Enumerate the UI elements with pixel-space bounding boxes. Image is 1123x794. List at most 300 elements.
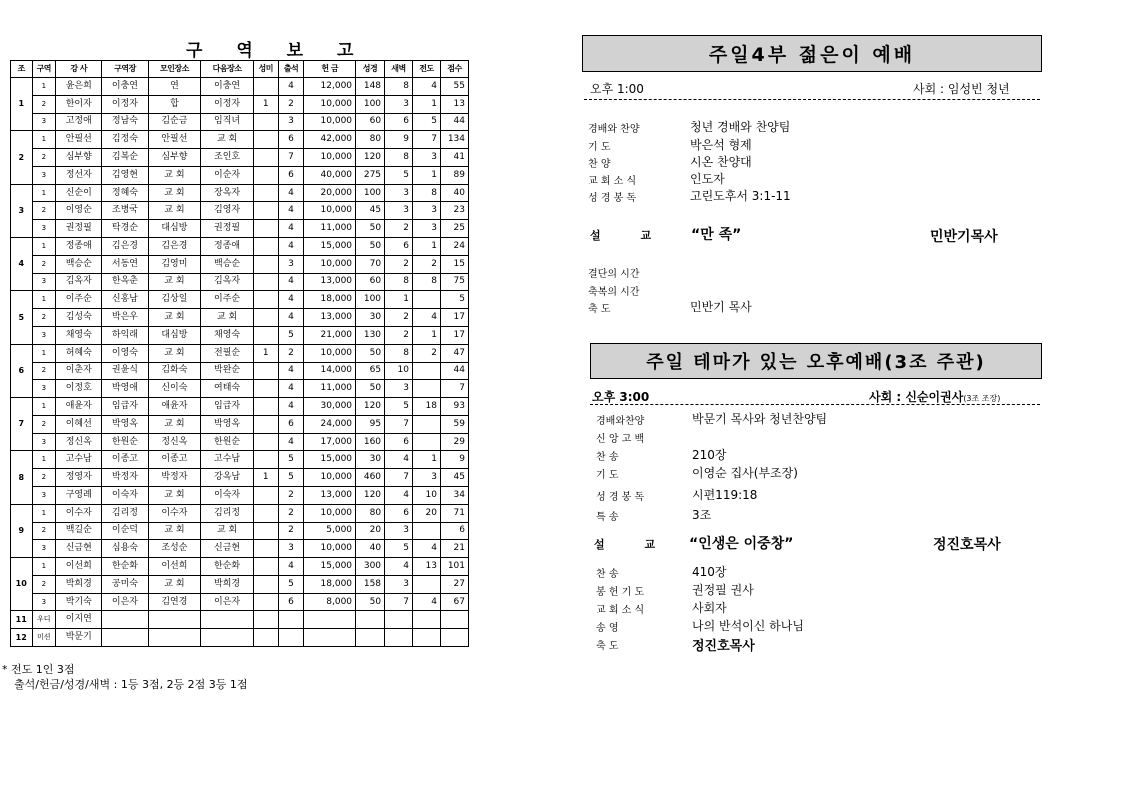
- table-cell: [440, 611, 468, 629]
- table-cell: [304, 629, 356, 647]
- table-cell: 13: [440, 95, 468, 113]
- table-cell: 4: [385, 451, 413, 469]
- service1-title: 주일4부 젊은이 예배: [582, 35, 1042, 72]
- order-label: 기 도: [588, 142, 611, 153]
- table-cell: 300: [356, 558, 385, 576]
- table-cell: 101: [440, 558, 468, 576]
- table-cell: 15,000: [304, 238, 356, 256]
- table-cell: 80: [356, 131, 385, 149]
- table-cell: 60: [356, 113, 385, 131]
- table-cell: 5: [385, 398, 413, 416]
- table-cell: 권윤식: [102, 362, 148, 380]
- table-cell: 50: [356, 593, 385, 611]
- table-cell: 6: [278, 593, 304, 611]
- table-cell: 100: [356, 184, 385, 202]
- table-cell: 1: [412, 451, 440, 469]
- service2-preacher: 정진호목사: [933, 537, 1001, 553]
- table-cell: 3: [32, 273, 56, 291]
- table-cell: 신금현: [201, 540, 254, 558]
- group-number: 3: [11, 184, 33, 237]
- service1-sermon-title: “만 족”: [691, 227, 742, 243]
- table-row: [11, 220, 469, 238]
- table-cell: 20: [356, 522, 385, 540]
- table-row: [11, 113, 469, 131]
- order-label: 송 영: [596, 623, 619, 634]
- table-cell: 김복순: [102, 149, 148, 167]
- table-cell: 3: [32, 540, 56, 558]
- table-cell: [356, 629, 385, 647]
- table-cell: [385, 611, 413, 629]
- table-cell: 100: [356, 291, 385, 309]
- table-cell: 정종애: [56, 238, 102, 256]
- table-cell: 5,000: [304, 522, 356, 540]
- table-cell: [253, 149, 278, 167]
- table-cell: [253, 629, 278, 647]
- table-cell: 8: [412, 273, 440, 291]
- table-cell: 11: [11, 611, 33, 629]
- table-cell: 5: [278, 451, 304, 469]
- table-cell: [148, 611, 201, 629]
- table-cell: 67: [440, 593, 468, 611]
- table-cell: [253, 575, 278, 593]
- table-cell: 10,000: [304, 504, 356, 522]
- order-label: 찬 양: [588, 159, 611, 170]
- table-cell: 4: [278, 291, 304, 309]
- table-cell: 신금현: [56, 540, 102, 558]
- table-cell: 김성숙: [56, 309, 102, 327]
- table-cell: 460: [356, 469, 385, 487]
- table-cell: 4: [278, 433, 304, 451]
- table-cell: 이영숙: [102, 344, 148, 362]
- table-cell: 조인호: [201, 149, 254, 167]
- table-cell: 이종고: [102, 451, 148, 469]
- table-cell: 2: [385, 220, 413, 238]
- table-cell: 합: [148, 95, 201, 113]
- table-cell: 3: [385, 575, 413, 593]
- table-cell: 교 회: [148, 344, 201, 362]
- table-cell: 2: [32, 149, 56, 167]
- table-cell: 백승순: [201, 255, 254, 273]
- table-row: [11, 95, 469, 113]
- table-cell: 7: [440, 380, 468, 398]
- table-cell: 2: [32, 522, 56, 540]
- table-cell: 이순자: [201, 166, 254, 184]
- column-header: 모인장소: [148, 61, 201, 78]
- table-cell: 이선희: [148, 558, 201, 576]
- table-cell: 21: [440, 540, 468, 558]
- table-cell: 15: [440, 255, 468, 273]
- column-header: 다음장소: [201, 61, 254, 78]
- group-number: 10: [11, 558, 33, 611]
- table-cell: 23: [440, 202, 468, 220]
- table-cell: 13,000: [304, 486, 356, 504]
- table-cell: 1: [32, 131, 56, 149]
- table-cell: 2: [278, 504, 304, 522]
- table-cell: 구영례: [56, 486, 102, 504]
- order-label: 경배와 찬양: [588, 124, 640, 135]
- table-cell: 10,000: [304, 344, 356, 362]
- table-cell: 13,000: [304, 309, 356, 327]
- table-cell: 전필순: [201, 344, 254, 362]
- table-cell: 교 회: [201, 309, 254, 327]
- table-cell: [412, 291, 440, 309]
- order-label: 경배와찬양: [596, 416, 645, 427]
- table-cell: 한원순: [102, 433, 148, 451]
- table-cell: 40,000: [304, 166, 356, 184]
- table-cell: 박완순: [201, 362, 254, 380]
- table-cell: 5: [278, 469, 304, 487]
- table-cell: 4: [278, 380, 304, 398]
- table-cell: 김옥자: [56, 273, 102, 291]
- table-row: [11, 575, 469, 593]
- service2-host-text: 사회 : 신순이권사: [869, 390, 964, 404]
- table-cell: 30,000: [304, 398, 356, 416]
- table-cell: 이지연: [56, 611, 102, 629]
- table-cell: 5: [385, 166, 413, 184]
- table-cell: 47: [440, 344, 468, 362]
- table-cell: 5: [440, 291, 468, 309]
- table-row: [11, 522, 469, 540]
- table-cell: 교 회: [148, 184, 201, 202]
- table-cell: [412, 575, 440, 593]
- service2-host: [869, 388, 1000, 405]
- table-cell: [253, 238, 278, 256]
- table-cell: 40: [440, 184, 468, 202]
- table-cell: [412, 362, 440, 380]
- table-cell: 8,000: [304, 593, 356, 611]
- table-cell: 김상일: [148, 291, 201, 309]
- column-header: 전도: [412, 61, 440, 78]
- table-cell: 백승순: [56, 255, 102, 273]
- table-cell: 1: [32, 451, 56, 469]
- table-cell: 박정자: [148, 469, 201, 487]
- table-cell: 김순금: [148, 113, 201, 131]
- table-cell: 이주순: [201, 291, 254, 309]
- table-cell: 29: [440, 433, 468, 451]
- column-header: 구역: [32, 61, 56, 78]
- table-cell: 134: [440, 131, 468, 149]
- table-cell: 7: [385, 469, 413, 487]
- table-cell: 이정자: [102, 95, 148, 113]
- table-cell: [148, 629, 201, 647]
- column-header: 조: [11, 61, 33, 78]
- order-label: 찬 송: [596, 452, 619, 463]
- table-cell: 김정숙: [102, 131, 148, 149]
- table-cell: 7: [412, 131, 440, 149]
- order-label: 특 송: [596, 512, 619, 523]
- table-cell: 김은경: [148, 238, 201, 256]
- table-cell: 강옥남: [201, 469, 254, 487]
- group-number: 8: [11, 451, 33, 504]
- service2-sermon-title: “인생은 이중창”: [689, 536, 794, 552]
- table-cell: 50: [356, 344, 385, 362]
- table-cell: 4: [278, 220, 304, 238]
- table-cell: 이종고: [148, 451, 201, 469]
- table-cell: [253, 540, 278, 558]
- table-cell: 5: [278, 326, 304, 344]
- table-cell: 신이숙: [148, 380, 201, 398]
- table-cell: 10,000: [304, 255, 356, 273]
- table-cell: [253, 593, 278, 611]
- table-cell: [278, 629, 304, 647]
- table-cell: 2: [385, 255, 413, 273]
- table-cell: 45: [440, 469, 468, 487]
- table-cell: 75: [440, 273, 468, 291]
- table-cell: 7: [385, 593, 413, 611]
- service2-sermon-label: 설 교: [594, 538, 674, 551]
- table-cell: 교 회: [148, 309, 201, 327]
- table-cell: 4: [412, 78, 440, 96]
- order-value: 3조: [692, 508, 712, 522]
- table-cell: [253, 380, 278, 398]
- table-cell: 3: [412, 220, 440, 238]
- column-header: 강 사: [56, 61, 102, 78]
- table-cell: [253, 273, 278, 291]
- group-number: 2: [11, 131, 33, 184]
- table-row: [11, 629, 469, 647]
- note-line-1: * 전도 1인 3점: [2, 663, 75, 676]
- table-cell: 3: [32, 166, 56, 184]
- order-label: 성 경 봉 독: [588, 193, 637, 204]
- table-cell: 박문기: [56, 629, 102, 647]
- table-cell: 3: [32, 380, 56, 398]
- report-table: [10, 60, 469, 647]
- table-cell: 1: [32, 398, 56, 416]
- table-row: [11, 131, 469, 149]
- table-row: [11, 540, 469, 558]
- table-cell: [412, 380, 440, 398]
- table-cell: 교 회: [201, 522, 254, 540]
- table-cell: 애윤자: [56, 398, 102, 416]
- table-cell: 4: [278, 78, 304, 96]
- table-cell: 교 회: [148, 166, 201, 184]
- table-cell: 4: [278, 184, 304, 202]
- table-cell: 임급자: [201, 398, 254, 416]
- table-cell: 60: [356, 273, 385, 291]
- table-row: [11, 273, 469, 291]
- table-cell: 3: [412, 149, 440, 167]
- table-row: [11, 593, 469, 611]
- table-cell: 장옥자: [201, 184, 254, 202]
- table-row: [11, 504, 469, 522]
- table-cell: 백길순: [56, 522, 102, 540]
- table-cell: 89: [440, 166, 468, 184]
- table-cell: 3: [32, 593, 56, 611]
- service1-preacher: 민반기목사: [930, 229, 998, 245]
- order-value: 이영순 집사(부조장): [692, 466, 798, 480]
- service1-sermon-label: 설 교: [590, 229, 670, 242]
- table-cell: [412, 629, 440, 647]
- table-cell: [253, 433, 278, 451]
- table-row: [11, 611, 469, 629]
- table-cell: 안필선: [148, 131, 201, 149]
- table-cell: 1: [385, 291, 413, 309]
- table-cell: 14,000: [304, 362, 356, 380]
- table-cell: 연: [148, 78, 201, 96]
- table-cell: 8: [385, 149, 413, 167]
- table-cell: 11,000: [304, 380, 356, 398]
- table-cell: 임직녀: [201, 113, 254, 131]
- table-cell: 11,000: [304, 220, 356, 238]
- order-label: 축복의 시간: [588, 287, 640, 298]
- table-cell: 이정호: [56, 380, 102, 398]
- table-cell: 5: [278, 575, 304, 593]
- table-cell: [253, 486, 278, 504]
- table-cell: [412, 415, 440, 433]
- table-cell: 4: [278, 202, 304, 220]
- table-row: [11, 238, 469, 256]
- table-cell: [201, 611, 254, 629]
- table-cell: 2: [385, 326, 413, 344]
- group-number: 9: [11, 504, 33, 557]
- table-cell: 정신옥: [148, 433, 201, 451]
- table-cell: 65: [356, 362, 385, 380]
- table-cell: 정선자: [56, 166, 102, 184]
- table-cell: 13,000: [304, 273, 356, 291]
- table-cell: 3: [385, 95, 413, 113]
- table-cell: 임급자: [102, 398, 148, 416]
- table-cell: [253, 504, 278, 522]
- table-cell: 이주순: [56, 291, 102, 309]
- table-cell: 교 회: [148, 273, 201, 291]
- table-cell: 윤은희: [56, 78, 102, 96]
- table-cell: 1: [253, 344, 278, 362]
- order-value: 고린도후서 3:1-11: [690, 189, 791, 203]
- table-cell: 2: [32, 255, 56, 273]
- table-cell: 3: [412, 202, 440, 220]
- table-cell: 김영현: [102, 166, 148, 184]
- table-cell: 15,000: [304, 451, 356, 469]
- table-cell: 김옥자: [201, 273, 254, 291]
- order-value: 인도자: [690, 172, 725, 186]
- table-cell: 3: [278, 540, 304, 558]
- table-cell: 한이자: [56, 95, 102, 113]
- table-cell: 심부향: [56, 149, 102, 167]
- table-cell: 2: [412, 255, 440, 273]
- table-cell: [201, 629, 254, 647]
- table-cell: 70: [356, 255, 385, 273]
- table-cell: 59: [440, 415, 468, 433]
- table-row: [11, 149, 469, 167]
- table-cell: 7: [278, 149, 304, 167]
- table-cell: 권정필: [201, 220, 254, 238]
- table-cell: 3: [412, 469, 440, 487]
- table-cell: 공미숙: [102, 575, 148, 593]
- table-cell: 이수자: [148, 504, 201, 522]
- table-row: [11, 558, 469, 576]
- table-cell: 2: [278, 486, 304, 504]
- table-cell: 34: [440, 486, 468, 504]
- table-cell: 2: [278, 95, 304, 113]
- table-cell: [253, 220, 278, 238]
- table-row: [11, 326, 469, 344]
- table-row: [11, 380, 469, 398]
- table-cell: 1: [412, 95, 440, 113]
- table-cell: 1: [32, 504, 56, 522]
- table-cell: 3: [385, 202, 413, 220]
- table-cell: 3: [32, 433, 56, 451]
- table-cell: [253, 558, 278, 576]
- table-cell: 120: [356, 486, 385, 504]
- table-cell: 한원순: [201, 433, 254, 451]
- table-cell: 이정자: [201, 95, 254, 113]
- table-cell: 44: [440, 362, 468, 380]
- order-value: 박은석 형제: [690, 138, 752, 152]
- table-cell: 미션: [32, 629, 56, 647]
- table-row: [11, 184, 469, 202]
- table-cell: 12: [11, 629, 33, 647]
- table-cell: 3: [32, 220, 56, 238]
- table-cell: 이숙자: [201, 486, 254, 504]
- table-cell: 1: [412, 326, 440, 344]
- table-cell: 정영자: [56, 469, 102, 487]
- table-cell: 50: [356, 380, 385, 398]
- table-cell: 4: [278, 558, 304, 576]
- order-label: 결단의 시간: [588, 269, 640, 280]
- table-cell: 2: [32, 362, 56, 380]
- table-cell: 김연경: [148, 593, 201, 611]
- table-cell: 18,000: [304, 575, 356, 593]
- column-header: 성경: [356, 61, 385, 78]
- group-number: 1: [11, 78, 33, 131]
- table-cell: 우디: [32, 611, 56, 629]
- table-cell: 김영미: [148, 255, 201, 273]
- table-cell: 5: [385, 540, 413, 558]
- table-cell: 93: [440, 398, 468, 416]
- service1-host: 사회 : 임성빈 청년: [913, 82, 1010, 96]
- table-cell: 45: [356, 202, 385, 220]
- service2-divider: [590, 404, 1040, 405]
- table-cell: 9: [440, 451, 468, 469]
- table-cell: 18,000: [304, 291, 356, 309]
- table-cell: 1: [32, 291, 56, 309]
- table-cell: 박영애: [102, 380, 148, 398]
- column-header: 출석: [278, 61, 304, 78]
- table-cell: 심용숙: [102, 540, 148, 558]
- order-value: 민반기 목사: [690, 300, 752, 314]
- report-notes: [2, 662, 248, 692]
- order-label: 교 회 소 식: [588, 176, 637, 187]
- table-row: [11, 78, 469, 96]
- table-cell: [412, 611, 440, 629]
- table-cell: 80: [356, 504, 385, 522]
- table-cell: 4: [385, 486, 413, 504]
- table-cell: 한순화: [201, 558, 254, 576]
- table-cell: 15,000: [304, 558, 356, 576]
- table-cell: 2: [32, 95, 56, 113]
- table-cell: 71: [440, 504, 468, 522]
- table-row: [11, 433, 469, 451]
- service1-time: 오후 1:00: [590, 82, 644, 96]
- table-cell: 박희경: [201, 575, 254, 593]
- table-row: [11, 202, 469, 220]
- table-cell: 6: [385, 504, 413, 522]
- table-cell: [253, 309, 278, 327]
- table-cell: 2: [32, 202, 56, 220]
- table-cell: [253, 398, 278, 416]
- table-cell: [253, 202, 278, 220]
- table-cell: 275: [356, 166, 385, 184]
- order-label: 기 도: [596, 470, 619, 481]
- table-cell: 20: [412, 504, 440, 522]
- table-cell: 김리정: [201, 504, 254, 522]
- table-cell: 2: [278, 522, 304, 540]
- table-cell: 40: [356, 540, 385, 558]
- table-cell: 정혜숙: [102, 184, 148, 202]
- table-row: [11, 451, 469, 469]
- table-cell: 8: [385, 78, 413, 96]
- table-cell: 이수자: [56, 504, 102, 522]
